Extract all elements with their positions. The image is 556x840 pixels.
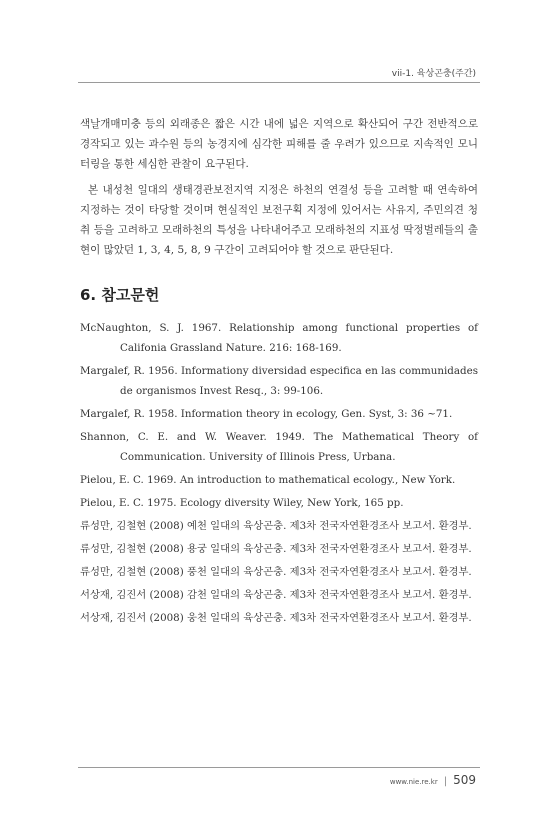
page-footer [390,773,476,787]
running-header: vii-1. 육상곤충(주간) [391,69,476,79]
reference-item: Pielou, E. C. 1975. Ecology diversity Wiley, New York, 165 pp. [80,497,404,509]
reference-item: 서상재, 김진서 (2008) 감천 일대의 육상곤충. 제3차 전국자연환경조사 보고서. 환경부. [80,589,472,601]
reference-item: Margalef, R. 1956. Informationy diversidad especifica en las communidades de organismos Invest Resq., 3: 99-106. [80,365,478,397]
reference-list [80,318,478,631]
reference-item: Pielou, E. C. 1969. An introduction to mathematical ecology., New York. [80,474,456,486]
reference-item: 류성만, 김철현 (2008) 용궁 일대의 육상곤충. 제3차 전국자연환경조사 보고서. 환경부. [80,543,472,555]
reference-item: 류성만, 김철현 (2008) 예천 일대의 육상곤충. 제3차 전국자연환경조사 보고서. 환경부. [80,520,472,532]
footer-separator: | [443,776,448,787]
reference-item: McNaughton, S. J. 1967. Relationship among functional properties of Califonia Grassland Nature. 216: 168-169. [80,322,478,354]
reference-item: 류성만, 김철현 (2008) 풍천 일대의 육상곤충. 제3차 전국자연환경조사 보고서. 환경부. [80,566,472,578]
body-paragraph-2: 본 내성천 일대의 생태경관보전지역 지정은 하천의 연결성 등을 고려할 때 연속하여 지정하는 것이 타당할 것이며 현실적인 보전구획 지정에 있어서는 사유지, 주민의견 청취 등을 고려하고 모래하천의 특성을 나타내어주고 모래하천의 지표성 딱정벌레들의 출현이 많았던 1, 3, 4, 5, 8, 9 구간이 고려되어야 할 것으로 판단된다. [80,184,478,256]
body-paragraph-1: 색날개매미충 등의 외래종은 짧은 시간 내에 넓은 지역으로 확산되어 구간 전반적으로 경작되고 있는 과수원 등의 농경지에 심각한 피해를 줄 우려가 있으므로 지속적인 모니터링을 통한 세심한 관찰이 요구된다. [80,118,478,170]
footer-url: www.nie.re.kr [389,778,438,786]
footer-rule [78,767,480,768]
reference-item: Margalef, R. 1958. Information theory in ecology, Gen. Syst, 3: 36 ~71. [80,408,453,420]
reference-item: Shannon, C. E. and W. Weaver. 1949. The Mathematical Theory of Communication. University of Illinois Press, Urbana. [80,431,478,463]
reference-item: 서상재, 김진서 (2008) 웅천 일대의 육상곤충. 제3차 전국자연환경조사 보고서. 환경부. [80,612,472,624]
page-number: 509 [453,773,476,787]
section-heading-references: 6. 참고문헌 [80,286,160,304]
header-rule [78,82,480,83]
